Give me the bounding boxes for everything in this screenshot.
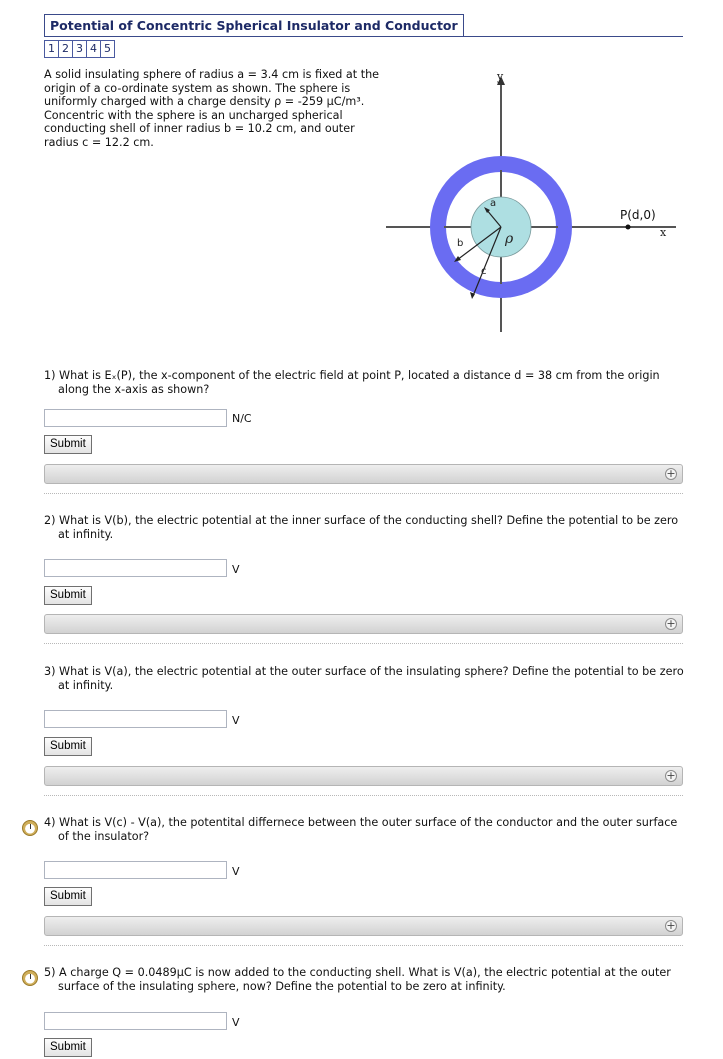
answer-2-unit: V — [232, 563, 240, 576]
question-4-text: 4) What is V(c) - V(a), the potentital differnece between the outer surface of the conductor and the outer surface of the insulator? — [44, 816, 678, 843]
section-divider — [44, 795, 683, 796]
question-1 — [44, 369, 684, 396]
submit-3-button[interactable]: Submit — [44, 737, 92, 756]
charge-density-label: ρ — [505, 231, 514, 247]
answer-4-unit: V — [232, 865, 240, 878]
plus-circle-icon[interactable]: + — [666, 769, 676, 782]
radius-c-label: c — [481, 266, 487, 277]
problem-title: Potential of Concentric Spherical Insulator and Conductor — [44, 14, 464, 37]
point-p — [626, 225, 631, 230]
question-3-text: 3) What is V(a), the electric potential at the outer surface of the insulating sphere? Define the potential to be zero at infinity. — [44, 665, 684, 692]
title-divider — [44, 36, 683, 37]
answer-1-input[interactable] — [44, 409, 227, 427]
question-5 — [44, 966, 684, 993]
question-2-text: 2) What is V(b), the electric potential at the inner surface of the conducting shell? Define the potential to be zero at infinity. — [44, 514, 679, 541]
submit-1-button[interactable]: Submit — [44, 435, 92, 454]
y-axis-label: y — [497, 70, 504, 83]
section-divider — [44, 643, 683, 644]
answer-3-unit: V — [232, 714, 240, 727]
plus-circle-icon[interactable]: + — [666, 919, 676, 932]
section-divider — [44, 493, 683, 494]
answer-1-unit: N/C — [232, 412, 252, 425]
tab-part-5[interactable]: 5 — [100, 40, 115, 58]
radius-b-label: b — [457, 238, 464, 249]
stopwatch-icon — [22, 970, 38, 986]
stopwatch-icon — [22, 820, 38, 836]
problem-statement: A solid insulating sphere of radius a = 3.4 cm is fixed at the origin of a co-ordinate system as shown. The sphere is uniformly charged with a charge density ρ = -259 μC/m³. Concentric with the sphere is an uncharged spherical conducting shell of inner radius b = 10.2 cm, and outer radius c = 12.2 cm. — [44, 68, 380, 149]
answer-5-unit: V — [232, 1016, 240, 1029]
answer-3-input[interactable] — [44, 710, 227, 728]
answer-4-input[interactable] — [44, 861, 227, 879]
tab-part-4[interactable]: 4 — [86, 40, 101, 58]
question-5-text: 5) A charge Q = 0.0489μC is now added to the conducting shell. What is V(a), the electric potential at the outer surface of the insulating sphere, now? Define the potential to be zero at infinity. — [44, 966, 671, 993]
question-3 — [44, 665, 684, 692]
help-bar-2[interactable] — [44, 614, 683, 634]
answer-5-input[interactable] — [44, 1012, 227, 1030]
submit-5-button[interactable]: Submit — [44, 1038, 92, 1057]
plus-circle-icon[interactable]: + — [666, 467, 676, 480]
question-1-text: 1) What is Eₓ(P), the x-component of the electric field at point P, located a distance d = 38 cm from the origin along the x-axis as shown? — [44, 369, 660, 396]
help-bar-4[interactable] — [44, 916, 683, 936]
part-tabs — [44, 40, 114, 58]
help-bar-1[interactable] — [44, 464, 683, 484]
radius-a-label: a — [490, 198, 497, 209]
tab-part-1[interactable]: 1 — [44, 40, 59, 58]
point-p-label: P(d,0) — [620, 208, 656, 222]
section-divider — [44, 945, 683, 946]
answer-2-input[interactable] — [44, 559, 227, 577]
submit-4-button[interactable]: Submit — [44, 887, 92, 906]
question-4 — [44, 816, 684, 843]
plus-circle-icon[interactable]: + — [666, 617, 676, 630]
help-bar-3[interactable] — [44, 766, 683, 786]
question-2 — [44, 514, 684, 541]
submit-2-button[interactable]: Submit — [44, 586, 92, 605]
concentric-spheres-figure — [380, 70, 680, 340]
x-axis-label: x — [660, 226, 667, 239]
tab-part-2[interactable]: 2 — [58, 40, 73, 58]
tab-part-3[interactable]: 3 — [72, 40, 87, 58]
